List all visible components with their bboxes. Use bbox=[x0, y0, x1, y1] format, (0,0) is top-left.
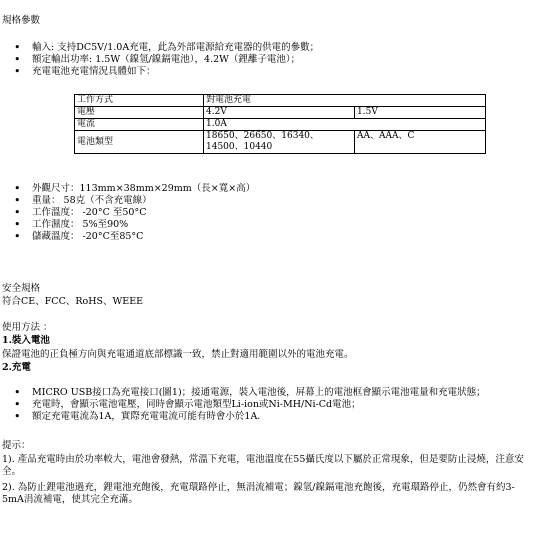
table-row bbox=[75, 95, 486, 107]
table-cell: 18650、26650、16340、14500、10440 bbox=[204, 131, 355, 154]
spec-item-table-intro: • 充電電池充電情況具體如下： bbox=[32, 66, 319, 78]
spec-item-storage-temp: • 儲藏溫度： -20°C至85°C bbox=[32, 231, 255, 243]
spec-item-input: • 輸入: 支持DC5V/1.0A充電，此為外部電源給充電器的供電的參數； bbox=[32, 42, 319, 54]
step2-heading: 2.充電 bbox=[2, 362, 31, 373]
table-row bbox=[75, 107, 486, 119]
step2-item-current: • 額定充電電流為1A，實際充電電流可能有時會小於1A. bbox=[32, 411, 486, 423]
table-cell: AA、AAA、C bbox=[355, 131, 486, 154]
spec-item-operating-temp: • 工作溫度： -20°C 至50°C bbox=[32, 207, 255, 219]
tips-heading: 提示： bbox=[2, 440, 31, 451]
step1-text: 保證電池的正負極方向與充電通道底部標識一致，禁止對適用範圍以外的電池充電。 bbox=[2, 349, 354, 360]
step2-item-usb: • MICRO USB接口為充電接口(圖1)；接通電源，裝入電池後，屏幕上的電池框會顯示電池電量和充電狀態； bbox=[32, 387, 486, 399]
spec-item-power: • 額定輸出功率: 1.5W（鎳氫/鎳鎘電池），4.2W（鋰離子電池）； bbox=[32, 54, 319, 66]
spec-list bbox=[0, 42, 319, 78]
table-cell: 電池類型 bbox=[75, 131, 204, 154]
spec-table bbox=[74, 94, 486, 154]
usage-heading: 使用方法 ： bbox=[2, 322, 53, 333]
table-cell: 1.5V bbox=[355, 107, 486, 119]
step2-list bbox=[0, 387, 486, 423]
spec-heading: 規格參數 bbox=[2, 15, 41, 26]
table-cell: 電壓 bbox=[75, 107, 204, 119]
table-row bbox=[75, 119, 486, 131]
spec-item-humidity: • 工作濕度： 5%至90% bbox=[32, 219, 255, 231]
tip-1: 1). 產品充電時由於功率較大，電池會發熱，常溫下充電，電池溫度在55攝氏度以下屬於正常現象，但是要防止浸燒，注意安全。 bbox=[2, 454, 524, 477]
table-row bbox=[75, 131, 486, 154]
safety-heading: 安全規格 bbox=[2, 283, 41, 294]
spec-item-weight: • 重量： 58克（不含充電線） bbox=[32, 195, 255, 207]
step2-item-voltage: • 充電時，會顯示電池電壓，同時會顯示電池類型Li-ion或Ni-MH/Ni-Cd電池； bbox=[32, 399, 486, 411]
table-cell: 電流 bbox=[75, 119, 204, 131]
table-cell: 1.0A bbox=[204, 119, 486, 131]
table-cell: 對電池充電 bbox=[204, 95, 486, 107]
spec-list-2 bbox=[0, 183, 255, 243]
table-cell: 4.2V bbox=[204, 107, 355, 119]
step1-heading: 1.裝入電池 bbox=[2, 335, 50, 346]
spec-item-dimensions: • 外觀尺寸：113mm×38mm×29mm（長×寬×高） bbox=[32, 183, 255, 195]
table-cell: 工作方式 bbox=[75, 95, 204, 107]
tip-2: 2). 為防止鋰電池過充，鋰電池充飽後，充電環路停止，無涓流補電；鎳氫/鎳鎘電池充飽後，充電環路停止，仍然會有約3-5mA涓流補電，使其完全充滿。 bbox=[2, 482, 515, 505]
safety-text: 符合CE、FCC、RoHS、WEEE bbox=[2, 296, 144, 307]
